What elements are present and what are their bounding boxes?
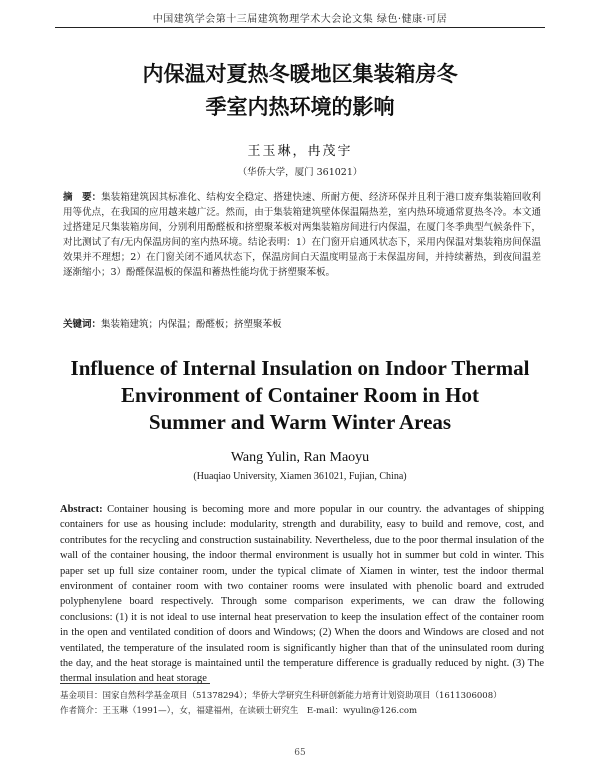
chinese-keywords (63, 317, 541, 332)
footnote-rule (60, 683, 210, 684)
chinese-title-line-1: 内保温对夏热冬暖地区集装箱房冬 (142, 62, 458, 86)
english-affiliation: (Huaqiao University, Xiamen 361021, Fujian, China) (193, 471, 407, 482)
chinese-title-line-2: 季室内热环境的影响 (205, 95, 395, 119)
page-number: 65 (294, 748, 306, 758)
chinese-authors: 王玉琳，冉茂宇 (247, 144, 353, 159)
english-abstract-text: Container housing is becoming more and more popular in our country. the advantages of shipping containers for use as housing include: modularity, strength and durability, easy to build and remove, cost, and contributes for the recycling and construction sustainability. Nevertheless, due to the poor thermal insulation of the wall of the container housing, the indoor thermal environment is usually hot in summer but cold in winter. This paper set up full size container room, under the typical climate of Xiamen in winter, test the indoor thermal environment of container room with two container rooms were insulated with phenolic board and extruded polyphenylene board respectively. Through some comparison experiments, we can draw the following conclusions: (1) it is not ideal to use internal heat preservation to keep the insulation effect of the container room in the open and ventilated condition of doors and Windows; (2) When the doors and Windows are closed and not ventilated, the temperature of the insulated room is significantly higher than that of the uninsulated room during the day, and the heat storage is maintained until the temperature difference is gradually reduced by night. (3) The thermal insulation and heat storage (60, 504, 544, 685)
chinese-keywords-text: 集装箱建筑；内保温；酚醛板；挤塑聚苯板 (101, 319, 282, 330)
english-title (50, 355, 550, 436)
english-authors: Wang Yulin, Ran Maoyu (230, 450, 370, 465)
english-title-line-2: Environment of Container Room in Hot (121, 383, 479, 407)
chinese-title (50, 58, 550, 124)
chinese-abstract-label: 摘 要： (63, 192, 102, 203)
footnote-author-bio: 作者简介：王玉琳（1991—），女，福建福州，在读硕士研究生 E-mail：wyulin@126.com (60, 706, 418, 716)
english-title-line-3: Summer and Warm Winter Areas (148, 410, 452, 434)
chinese-affiliation: （华侨大学，厦门 361021） (237, 167, 363, 178)
chinese-keywords-label: 关键词： (63, 319, 102, 330)
english-abstract (60, 502, 544, 687)
chinese-abstract-text: 集装箱建筑因其标准化、结构安全稳定、搭建快速、所耐方便、经济环保并且利于港口废弃集装箱回收利用等优点，在我国的应用越来越广泛。然而，由于集装箱建筑壁体保温隔热差，室内热环境通常夏热冬冷。本文通过搭建足尺集装箱房间，分别利用酚醛板和挤塑聚苯板对两集装箱房间进行内保温，在厦门冬季典型气候条件下，对比测试了有/无内保温房间的室内热环境。结论表明：1）在门窗开启通风状态下，采用内保温对集装箱房间保温效果并不理想；2）在门窗关闭不通风状态下，保温房间白天温度明显高于未保温房间，并持续蓄热，到夜间温差逐渐缩小；3）酚醛保温板的保温和蓄热性能均优于挤塑聚苯板。 (63, 192, 541, 278)
english-abstract-label: Abstract: (60, 504, 103, 515)
chinese-abstract (63, 190, 541, 280)
running-header: 中国建筑学会第十三届建筑物理学术大会论文集 绿色·健康·可居 (152, 14, 448, 25)
header-rule (55, 27, 545, 28)
english-title-line-1: Influence of Internal Insulation on Indoor Thermal (70, 356, 530, 380)
footnote-funding: 基金项目：国家自然科学基金项目（51378294）；华侨大学研究生科研创新能力培育计划资助项目（1611306008） (60, 691, 502, 701)
